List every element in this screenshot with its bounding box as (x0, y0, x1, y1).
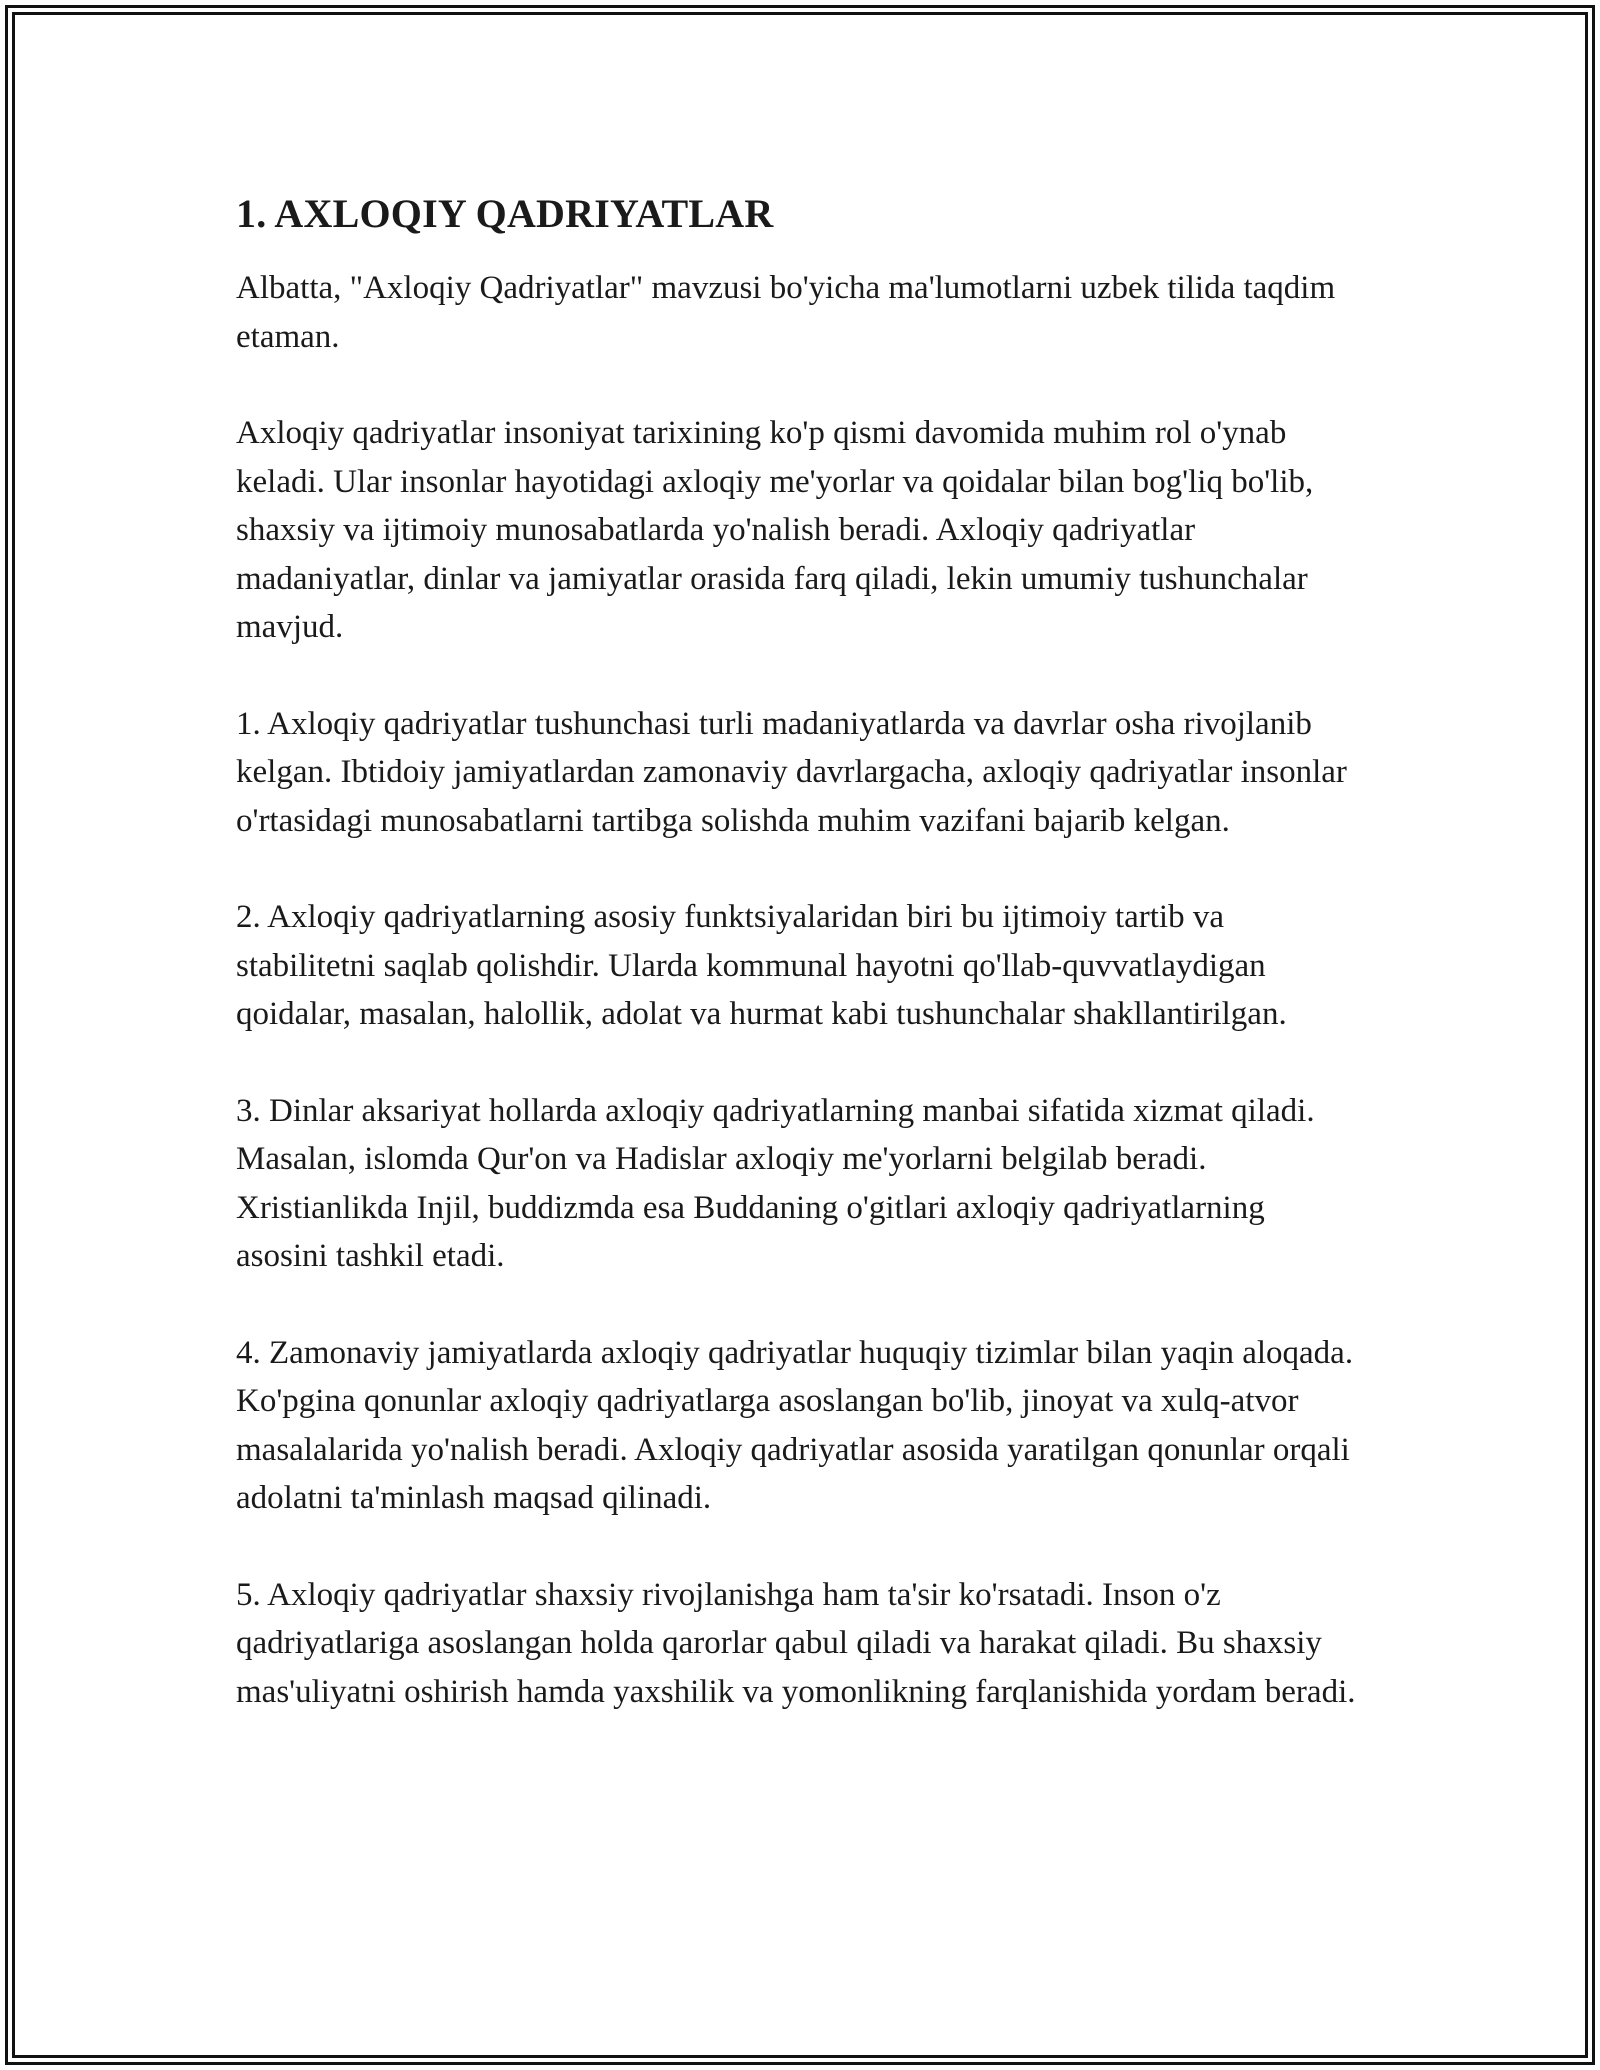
paragraph-point-5: 5. Axloqiy qadriyatlar shaxsiy rivojlanishga ham ta'sir ko'rsatadi. Inson o'z qadriyatlariga asoslangan holda qarorlar qabul qiladi va harakat qiladi. Bu shaxsiy mas'uliyatni oshirish hamda yaxshilik va yomonlikning farqlanishida yordam beradi. (236, 1576, 1356, 1710)
paragraph-point-2: 2. Axloqiy qadriyatlarning asosiy funktsiyalaridan biri bu ijtimoiy tartib va stabilitetni saqlab qolishdir. Ularda kommunal hayotni qo'llab-quvvatlaydigan qoidalar, masalan, halollik, adolat va hurmat kabi tushunchalar shakllantirilgan. (236, 899, 1287, 1032)
paragraph-point-4: 4. Zamonaviy jamiyatlarda axloqiy qadriyatlar huquqiy tizimlar bilan yaqin aloqada. Ko'pgina qonunlar axloqiy qadriyatlarga asoslangan bo'lib, jinoyat va xulq-atvor masalalarida yo'nalish beradi. Axloqiy qadriyatlar asosida yaratilgan qonunlar orqali adolatni ta'minlash maqsad qilinadi. (236, 1334, 1354, 1516)
paragraph-intro: Albatta, "Axloqiy Qadriyatlar" mavzusi bo'yicha ma'lumotlarni uzbek tilida taqdim etaman. (236, 270, 1336, 355)
paragraph-overview: Axloqiy qadriyatlar insoniyat tarixining ko'p qismi davomida muhim rol o'ynab keladi. Ular insonlar hayotidagi axloqiy me'yorlar va qoidalar bilan bog'liq bo'lib, shaxsiy va ijtimoiy munosabatlarda yo'nalish beradi. Axloqiy qadriyatlar madaniyatlar, dinlar va jamiyatlar orasida farq qiladi, lekin umumiy tushunchalar mavjud. (236, 415, 1314, 645)
paragraph-point-1: 1. Axloqiy qadriyatlar tushunchasi turli madaniyatlarda va davrlar osha rivojlanib kelgan. Ibtidoiy jamiyatlardan zamonaviy davrlargacha, axloqiy qadriyatlar insonlar o'rtasidagi munosabatlarni tartibga solishda muhim vazifani bajarib kelgan. (236, 705, 1347, 839)
document-body (236, 186, 1356, 1764)
document-title: 1. AXLOQIY QADRIYATLAR (236, 191, 774, 236)
paragraph-point-3: 3. Dinlar aksariyat hollarda axloqiy qadriyatlarning manbai sifatida xizmat qiladi. Masalan, islomda Qur'on va Hadislar axloqiy me'yorlarni belgilab beradi. Xristianlikda Injil, buddizmda esa Buddaning o'gitlari axloqiy qadriyatlarning asosini tashkil etadi. (236, 1092, 1315, 1274)
